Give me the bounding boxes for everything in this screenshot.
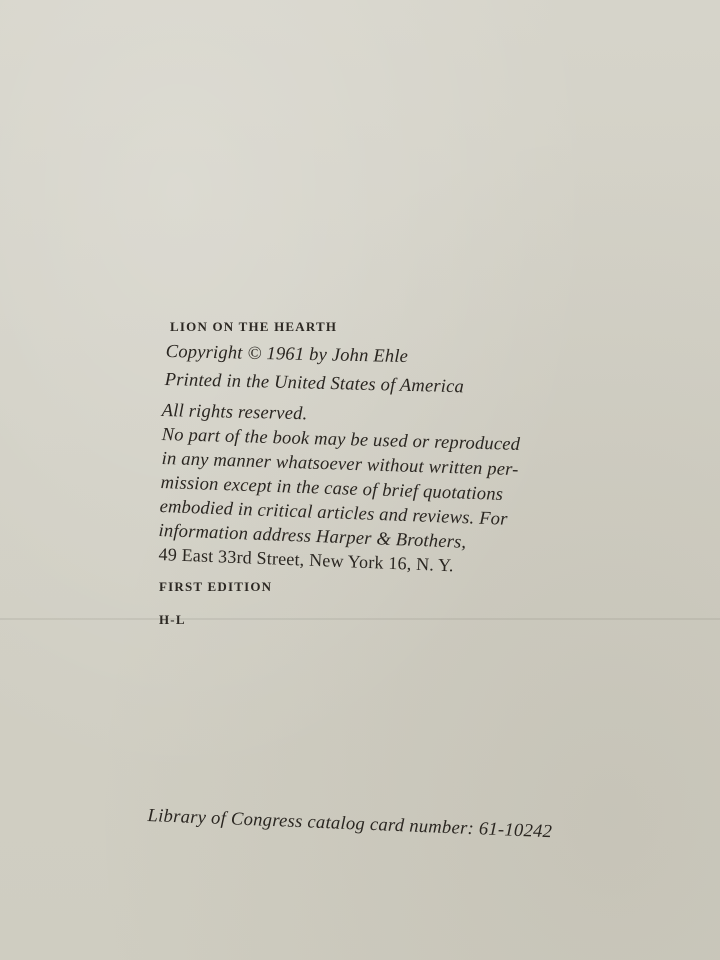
rights-line: embodied in critical articles and reviews. For: [159, 497, 508, 530]
rights-line: in any manner whatsoever without written per-: [161, 449, 519, 481]
rights-line: All rights reserved.: [161, 401, 308, 425]
edition-label: FIRST EDITION: [159, 579, 273, 594]
rights-line: No part of the book may be used or reproduced: [161, 425, 521, 456]
copyright-line: Copyright © 1961 by John Ehle: [165, 342, 409, 368]
book-title: LION ON THE HEARTH: [170, 319, 338, 334]
rights-line: mission except in the case of brief quotations: [160, 473, 504, 505]
print-code: H-L: [159, 612, 186, 627]
printed-line: Printed in the United States of America: [164, 370, 465, 398]
rights-line: information address Harper & Brothers,: [158, 521, 467, 553]
page-crease: [0, 618, 720, 620]
lccn-line: Library of Congress catalog card number: 61-10242: [147, 806, 553, 843]
address-line: 49 East 33rd Street, New York 16, N. Y.: [158, 544, 455, 576]
